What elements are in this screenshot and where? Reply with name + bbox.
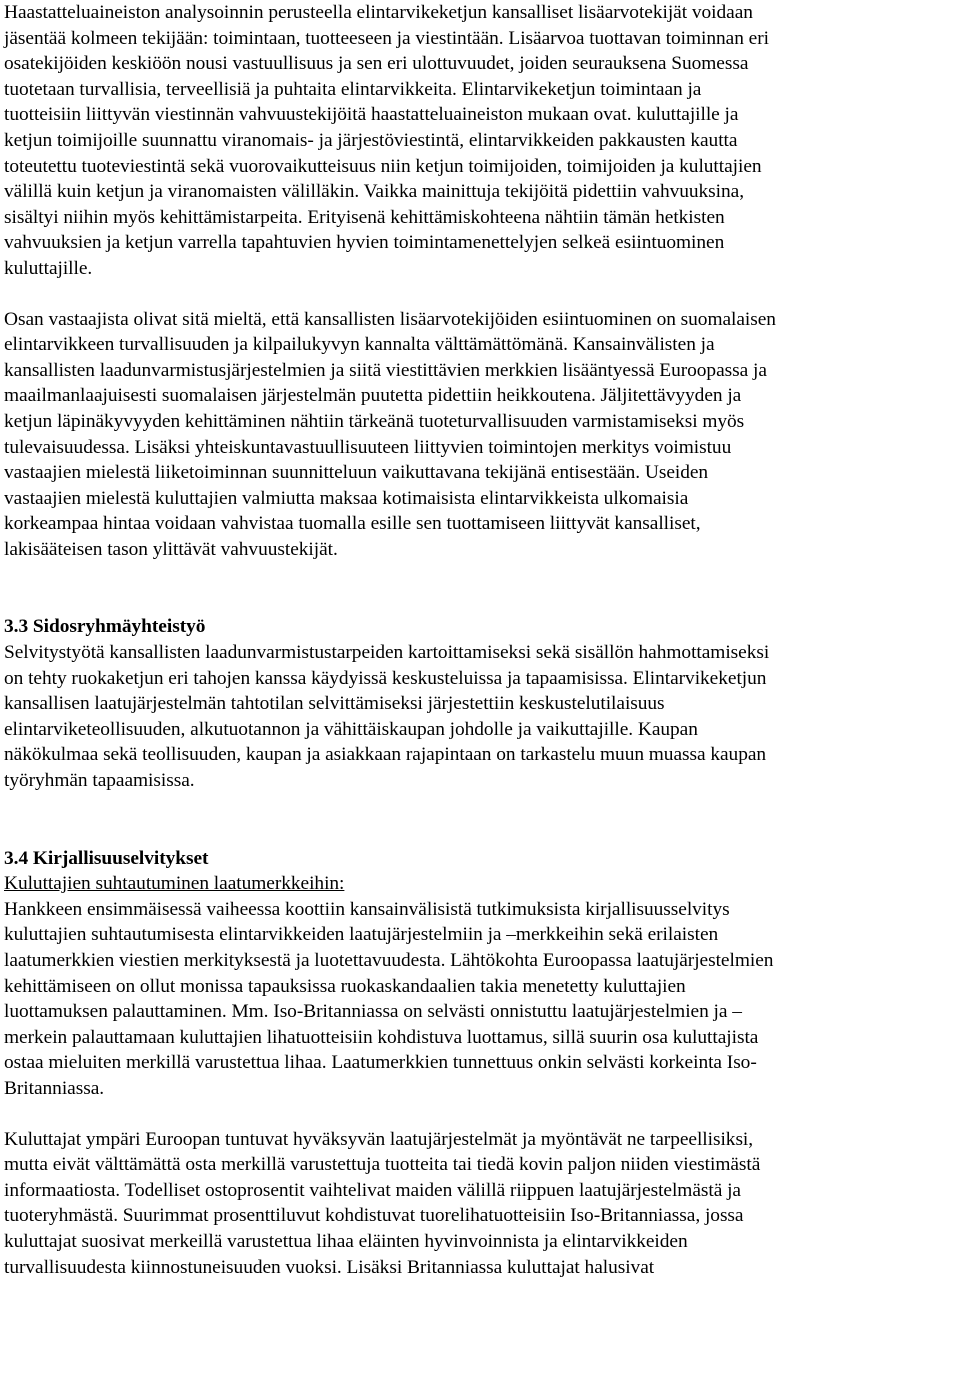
text-line: Hankkeen ensimmäisessä vaiheessa koottiin kansainvälisistä tutkimuksista kirjallisuusselvitys: [4, 898, 730, 920]
section-heading-3-3: 3.3 Sidosryhmäyhteistyö: [4, 616, 206, 638]
text-line: sisältyi niihin myös kehittämistarpeita. Erityisenä kehittämiskohteena nähtiin tämän hetkisten: [4, 206, 725, 228]
text-line: lakisääteisen tason ylittävät vahvuustekijät.: [4, 538, 338, 560]
text-line: jäsentää kolmeen tekijään: toimintaan, tuotteeseen ja viestintään. Lisäarvoa tuottavan toiminnan eri: [4, 27, 769, 49]
text-line: toteutettu tuoteviestintä sekä vuorovaikutteisuus niin ketjun toimijoiden, toimijoiden ja kuluttajien: [4, 155, 762, 177]
text-line: kehittämiseen on ollut monissa tapauksissa ruokaskandaalien takia menetetty kuluttajien: [4, 975, 686, 997]
text-line: maailmanlaajuisesti suomalaisen järjestelmän puutetta pidettiin heikkoutena. Jäljitettävyyden ja: [4, 385, 742, 407]
section-heading-3-4: 3.4 Kirjallisuuselvitykset: [4, 847, 209, 869]
paragraph-stakeholder-cooperation: [4, 640, 956, 794]
text-line: välillä kuin ketjun ja viranomaisten välilläkin. Vaikka mainittuja tekijöitä pidettiin vahvuuksina,: [4, 181, 744, 203]
text-line: työryhmän tapaamisissa.: [4, 770, 195, 792]
paragraph-respondent-views: [4, 307, 956, 563]
text-line: mutta eivät välttämättä osta merkillä varustettuja tuotteita tai tiedä kovin paljon niiden viestimästä: [4, 1154, 761, 1176]
text-line: ketjun läpinäkyvyyden kehittäminen nähtiin tärkeänä tuoteturvallisuuden varmistamiseksi myös: [4, 410, 745, 432]
text-line: osatekijöiden keskiöön nousi vastuullisuus ja sen eri ulottuvuudet, joiden seurauksena Suomessa: [4, 53, 749, 75]
text-line: merkein palauttamaan kuluttajien lihatuotteisiin kohdistuva luottamus, sillä suurin osa kuluttajista: [4, 1026, 759, 1048]
text-line: kuluttajien suhtautumisesta elintarvikkeiden laatujärjestelmiin ja –merkkeihin sekä erilaisten: [4, 924, 719, 946]
text-line: Britanniassa.: [4, 1077, 105, 1099]
subsection-heading: Kuluttajien suhtautuminen laatumerkkeihin:: [4, 873, 345, 895]
text-line: vastaajien mielestä liiketoiminnan suunnitteluun vaikuttavana tekijänä entisestään. Useiden: [4, 462, 709, 484]
text-line: korkeampaa hintaa voidaan vahvistaa tuomalla esille sen tuottamiseen liittyvät kansalliset,: [4, 513, 701, 535]
text-line: Haastatteluaineiston analysoinnin perusteella elintarvikeketjun kansalliset lisäarvotekijät voidaan: [4, 2, 753, 23]
text-line: on tehty ruokaketjun eri tahojen kanssa käydyissä keskusteluissa ja tapaamisissa. Elintarvikeketjun: [4, 667, 767, 689]
section-spacer: [4, 562, 956, 614]
text-line: elintarviketeollisuuden, alkutuotannon ja vähittäiskaupan johdolle ja vaikuttajille. Kaupan: [4, 718, 698, 740]
text-line: turvallisuudesta kiinnostuneisuuden vuoksi. Lisäksi Britanniassa kuluttajat halusivat: [4, 1256, 655, 1278]
text-line: ketjun toimijoille suunnattu viranomais- ja järjestöviestintä, elintarvikkeiden pakkausten kautta: [4, 129, 738, 151]
text-line: kansallisten laadunvarmistusjärjestelmien ja siitä viestittävien merkkien lisääntyessä Euroopassa ja: [4, 359, 767, 381]
paragraph-literature-review: [4, 897, 956, 1102]
text-line: elintarvikkeen turvallisuuden ja kilpailukyvyn kannalta välttämättömänä. Kansainvälisten ja: [4, 334, 715, 356]
text-line: Selvitystyötä kansallisten laadunvarmistustarpeiden kartoittamiseksi sekä sisällön hahmottamiseksi: [4, 642, 770, 664]
text-line: tuotetaan turvallisia, terveellisiä ja puhtaita elintarvikkeita. Elintarvikeketjun toimintaan ja: [4, 78, 702, 100]
text-line: kuluttajat suosivat merkeillä varustettua lihaa eläinten hyvinvoinnista ja elintarvikkeiden: [4, 1230, 688, 1252]
paragraph-spacer: [4, 282, 956, 307]
text-line: näkökulmaa sekä teollisuuden, kaupan ja asiakkaan rajapintaan on tarkastelu muun muassa kaupan: [4, 744, 767, 766]
text-line: luottamuksen palauttaminen. Mm. Iso-Britanniassa on selvästi onnistuttu laatujärjestelmien ja –: [4, 1001, 742, 1023]
text-line: laatumerkkien viestien merkityksestä ja luotettavuudesta. Lähtökohta Euroopassa laatujärjestelmien: [4, 950, 774, 971]
section-spacer: [4, 794, 956, 846]
text-line: ostaa mieluiten merkillä varustettua lihaa. Laatumerkkien tunnettuus onkin selvästi korkeinta Iso-: [4, 1052, 757, 1074]
text-line: tuoteryhmästä. Suurimmat prosenttiluvut kohdistuvat tuorelihatuotteisiin Iso-Britanniassa, jossa: [4, 1205, 744, 1227]
paragraph-european-consumers: [4, 1127, 956, 1281]
paragraph-spacer: [4, 1102, 956, 1127]
text-line: informaatiosta. Todelliset ostoprosentit vaihtelivat maiden välillä riippuen laatujärjestelmästä ja: [4, 1179, 741, 1201]
text-line: vahvuuksien ja ketjun varrella tapahtuvien hyvien toimintamenettelyjen selkeä esiintuominen: [4, 232, 725, 254]
text-line: vastaajien mielestä kuluttajien valmiutta maksaa kotimaisista elintarvikkeista ulkomaisia: [4, 487, 689, 509]
text-line: Kuluttajat ympäri Euroopan tuntuvat hyväksyvän laatujärjestelmät ja myöntävät ne tarpeellisiksi,: [4, 1128, 754, 1150]
text-line: tulevaisuudessa. Lisäksi yhteiskuntavastuullisuuteen liittyvien toimintojen merkitys voimistuu: [4, 436, 732, 458]
text-line: kuluttajille.: [4, 257, 93, 279]
paragraph-value-factors: [4, 0, 956, 282]
text-line: Osan vastaajista olivat sitä mieltä, että kansallisten lisäarvotekijöiden esiintuominen on suomalaisen: [4, 308, 776, 330]
text-line: tuotteisiin liittyvän viestinnän vahvuustekijöitä haastatteluaineiston mukaan ovat. kuluttajille ja: [4, 104, 739, 126]
text-line: kansallisen laatujärjestelmän tahtotilan selvittämiseksi järjestettiin keskustelutilaisuus: [4, 693, 665, 715]
document-page: [4, 0, 956, 1280]
